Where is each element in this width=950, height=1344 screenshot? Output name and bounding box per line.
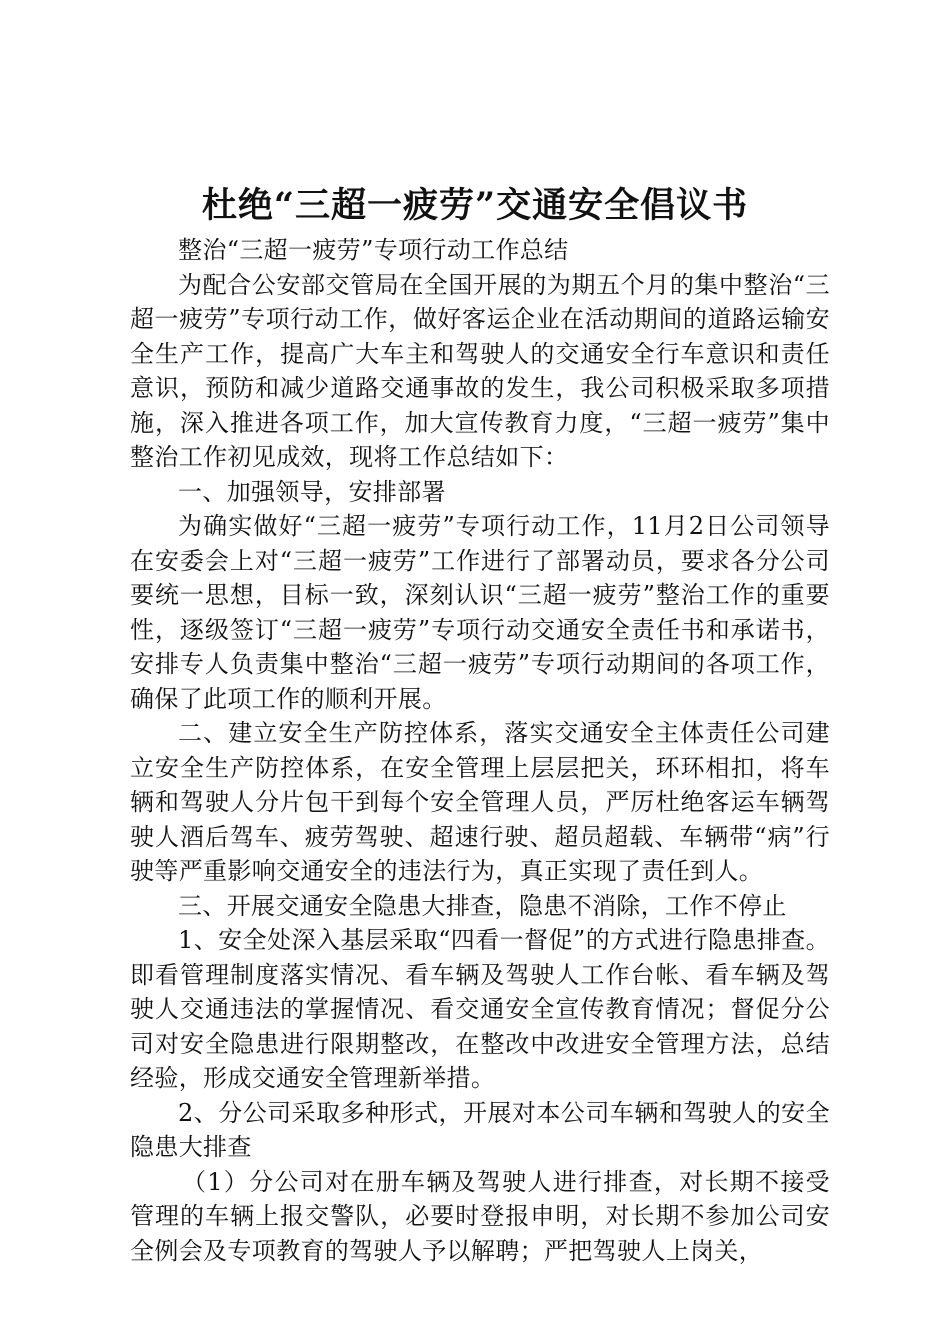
section-heading-3: 三、开展交通安全隐患大排查，隐患不消除，工作不停止 (178, 891, 787, 920)
document-title: 杜绝“三超一疲劳”交通安全倡议书 (201, 185, 749, 226)
section-heading-1: 一、加强领导，安排部署 (178, 477, 446, 506)
paragraph-item-2: 2、分公司采取多种形式，开展对本公司车辆和驾驶人的安全隐患大排查 (130, 1098, 830, 1161)
paragraph-item-1: 1、安全处深入基层采取“四看一督促”的方式进行隐患排查。即看管理制度落实情况、看车辆及驾驶人工作台帐、看车辆及驾驶人交通违法的掌握情况、看交通安全宣传教育情况；督促分公司对安全隐患进行限期整改，在整改中改进安全管理方法，总结经验，形成交通安全管理新举措。 (130, 926, 830, 1092)
paragraph-section-1: 为确实做好“三超一疲劳”专项行动工作，11月2日公司领导在安委会上对“三超一疲劳”工作进行了部署动员，要求各分公司要统一思想，目标一致，深刻认识“三超一疲劳”整治工作的重要性，逐级签订“三超一疲劳”专项行动交通安全责任书和承诺书，安排专人负责集中整治“三超一疲劳”专项行动期间的各项工作，确保了此项工作的顺利开展。 (130, 512, 830, 713)
paragraph-section-2: 二、建立安全生产防控体系，落实交通安全主体责任公司建立安全生产防控体系，在安全管理上层层把关，环环相扣，将车辆和驾驶人分片包干到每个安全管理人员，严厉杜绝客运车辆驾驶人酒后驾车、疲劳驾驶、超速行驶、超员超载、车辆带“病”行驶等严重影响交通安全的违法行为，真正实现了责任到人。 (130, 719, 830, 885)
paragraph-summary-title: 整治“三超一疲劳”专项行动工作总结 (178, 236, 569, 264)
paragraph-subitem-1: （1）分公司对在册车辆及驾驶人进行排查，对长期不接受管理的车辆上报交警队，必要时登报申明，对长期不参加公司安全例会及专项教育的驾驶人予以解聘；严把驾驶人上岗关， (130, 1167, 830, 1265)
document-body (130, 233, 830, 1268)
paragraph-intro: 为配合公安部交管局在全国开展的为期五个月的集中整治“三超一疲劳”专项行动工作，做好客运企业在活动期间的道路运输安全生产工作，提高广大车主和驾驶人的交通安全行车意识和责任意识，预防和减少道路交通事故的发生，我公司积极采取多项措施，深入推进各项工作，加大宣传教育力度，“三超一疲劳”集中整治工作初见成效，现将工作总结如下： (130, 270, 830, 471)
